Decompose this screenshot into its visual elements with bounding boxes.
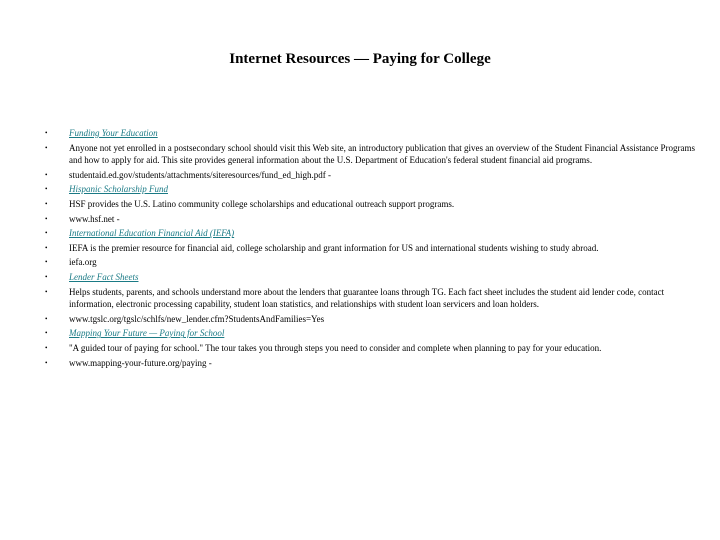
resource-url: studentaid.ed.gov/students/attachments/siteresources/fund_ed_high.pdf - bbox=[69, 169, 331, 180]
list-item bbox=[45, 127, 695, 140]
bullet-icon: • bbox=[45, 243, 48, 252]
resource-link-lender-fact-sheets[interactable]: Lender Fact Sheets bbox=[69, 271, 139, 282]
bullet-icon: • bbox=[45, 170, 48, 179]
resource-url: www.mapping-your-future.org/paying - bbox=[69, 357, 212, 368]
resource-link-funding-your-education[interactable]: Funding Your Education bbox=[69, 128, 158, 138]
bullet-icon: • bbox=[45, 129, 48, 137]
bullet-icon: • bbox=[45, 199, 48, 208]
bullet-icon: • bbox=[45, 358, 48, 367]
resource-list bbox=[45, 127, 695, 371]
list-item bbox=[45, 327, 695, 340]
resource-url: www.hsf.net - bbox=[69, 213, 120, 224]
resource-url: iefa.org bbox=[69, 257, 97, 268]
resource-description: Helps students, parents, and schools understand more about the lenders that guarantee loans through TG. Each fact sheet includes the student aid lender code, contact information, electronic processing capability, student loan statistics, and relationships with student loan servicers and loan holders. bbox=[69, 286, 665, 310]
bullet-icon: • bbox=[45, 287, 48, 296]
list-item bbox=[45, 142, 695, 167]
page-title: Internet Resources — Paying for College bbox=[229, 51, 491, 67]
list-item bbox=[45, 183, 695, 196]
list-item bbox=[45, 213, 695, 226]
list-item bbox=[45, 313, 695, 326]
bullet-icon: • bbox=[45, 214, 48, 223]
resource-description: Anyone not yet enrolled in a postsecondary school should visit this Web site, an introductory publication that gives an overview of the Student Financial Assistance Programs and how to apply for aid. This site provides general information about the U.S. Department of Education's federal student financial aid programs. bbox=[69, 142, 695, 166]
bullet-icon: • bbox=[45, 314, 48, 323]
list-item bbox=[45, 342, 695, 355]
resource-description: IEFA is the premier resource for financial aid, college scholarship and grant information for US and international students wishing to study abroad. bbox=[69, 242, 599, 253]
bullet-icon: • bbox=[45, 185, 48, 194]
resource-description: HSF provides the U.S. Latino community college scholarships and educational outreach support programs. bbox=[69, 198, 455, 209]
list-item bbox=[45, 256, 695, 269]
resource-link-iefa[interactable]: International Education Financial Aid (IEFA) bbox=[69, 228, 235, 239]
resource-link-mapping-your-future[interactable]: Mapping Your Future — Paying for School bbox=[69, 328, 225, 339]
bullet-icon: • bbox=[45, 258, 48, 267]
list-item bbox=[45, 242, 695, 255]
bullet-icon: • bbox=[45, 343, 48, 352]
list-item bbox=[45, 198, 695, 211]
list-item bbox=[45, 286, 695, 311]
list-item bbox=[45, 169, 695, 182]
resource-link-hispanic-scholarship-fund[interactable]: Hispanic Scholarship Fund bbox=[69, 184, 168, 195]
list-item bbox=[45, 227, 695, 240]
resource-url: www.tgslc.org/tgslc/schlfs/new_lender.cfm?StudentsAndFamilies=Yes bbox=[69, 313, 325, 324]
bullet-icon: • bbox=[45, 329, 48, 338]
bullet-icon: • bbox=[45, 229, 48, 238]
list-item bbox=[45, 357, 695, 370]
bullet-icon: • bbox=[45, 272, 48, 281]
bullet-icon: • bbox=[45, 143, 48, 152]
list-item bbox=[45, 271, 695, 284]
resource-description: "A guided tour of paying for school." The tour takes you through steps you need to consider and complete when planning to pay for your education. bbox=[69, 342, 602, 353]
